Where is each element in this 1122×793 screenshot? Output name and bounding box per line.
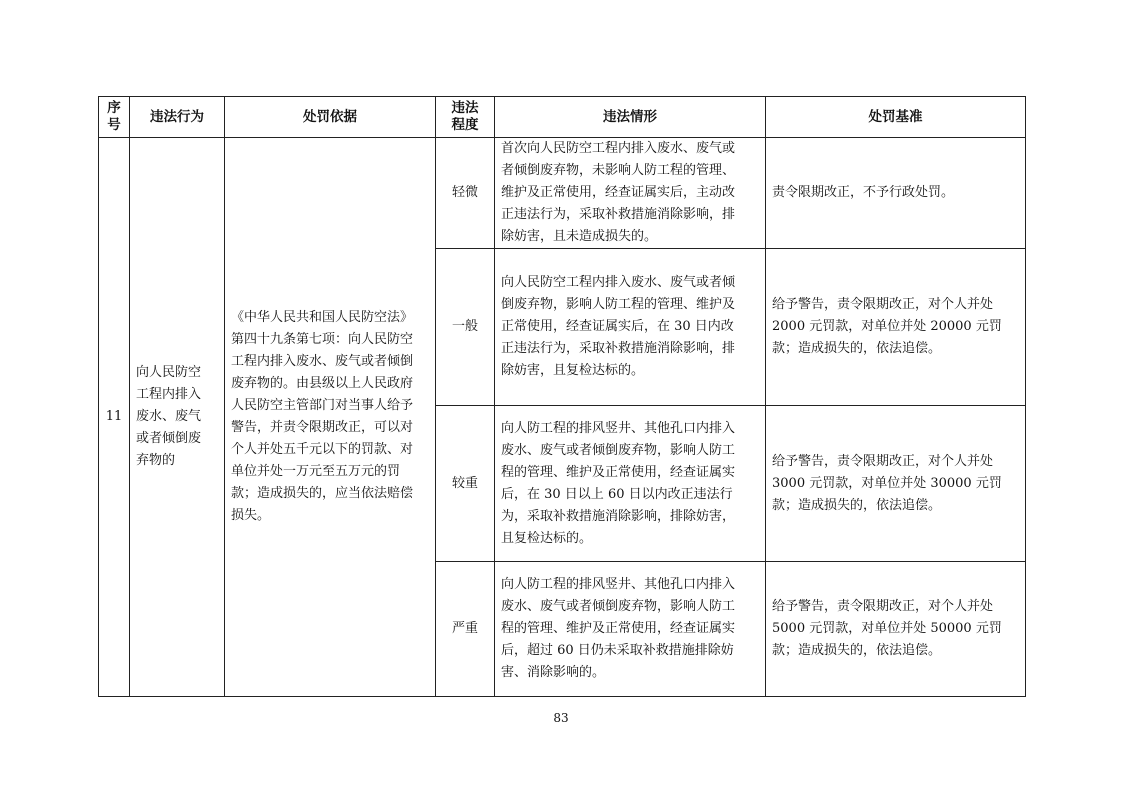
severity-level: 一般 — [436, 249, 495, 406]
situation-text: 向人民防空工程内排入废水、废气或者倾 倒废弃物，影响人防工程的管理、维护及 正常使用，经查证属实后，在 30 日内改 正违法行为，采取补救措施消除影响，排 除妨害，且复检达标的。 — [495, 249, 766, 406]
header-serial: 序 号 — [99, 97, 130, 138]
header-penalty-standard: 处罚基准 — [766, 97, 1026, 138]
penalty-standards-table — [98, 96, 1026, 697]
severity-level: 严重 — [436, 562, 495, 697]
penalty-standard-text: 给予警告，责令限期改正，对个人并处 3000 元罚款，对单位并处 30000 元罚 款；造成损失的，依法追偿。 — [766, 406, 1026, 562]
table-row — [99, 138, 1026, 249]
situation-text: 首次向人民防空工程内排入废水、废气或 者倾倒废弃物，未影响人防工程的管理、 维护及正常使用，经查证属实后，主动改 正违法行为，采取补救措施消除影响，排 除妨害，且未造成损失的。 — [495, 138, 766, 249]
violation-description: 向人民防空 工程内排入 废水、废气 或者倾倒废 弃物的 — [130, 138, 225, 697]
situation-text: 向人防工程的排风竖井、其他孔口内排入 废水、废气或者倾倒废弃物，影响人防工 程的管理、维护及正常使用，经查证属实 后，超过 60 日仍未采取补救措施排除妨 害、消除影响的。 — [495, 562, 766, 697]
legal-basis-text: 《中华人民共和国人民防空法》 第四十九条第七项：向人民防空 工程内排入废水、废气或者倾倒 废弃物的。由县级以上人民政府 人民防空主管部门对当事人给予 警告，并责令限期改正，可以对 个人并处五千元以下的罚款、对 单位并处一万元至五万元的罚 款；造成损失的，应当依法赔偿 损失。 — [225, 138, 436, 697]
table-header-row — [99, 97, 1026, 138]
penalty-standard-text: 责令限期改正，不予行政处罚。 — [766, 138, 1026, 249]
severity-level: 轻微 — [436, 138, 495, 249]
header-violation: 违法行为 — [130, 97, 225, 138]
penalty-standard-text: 给予警告，责令限期改正，对个人并处 2000 元罚款，对单位并处 20000 元罚 款；造成损失的，依法追偿。 — [766, 249, 1026, 406]
header-severity: 违法 程度 — [436, 97, 495, 138]
severity-level: 较重 — [436, 406, 495, 562]
header-situation: 违法情形 — [495, 97, 766, 138]
page-number: 83 — [553, 711, 569, 725]
serial-number: 11 — [99, 138, 130, 697]
penalty-standard-text: 给予警告，责令限期改正，对个人并处 5000 元罚款，对单位并处 50000 元罚 款；造成损失的，依法追偿。 — [766, 562, 1026, 697]
header-legal-basis: 处罚依据 — [225, 97, 436, 138]
situation-text: 向人防工程的排风竖井、其他孔口内排入 废水、废气或者倾倒废弃物，影响人防工 程的管理、维护及正常使用，经查证属实 后，在 30 日以上 60 日以内改正违法行 为，采取补救措施消除影响，排除妨害， 且复检达标的。 — [495, 406, 766, 562]
